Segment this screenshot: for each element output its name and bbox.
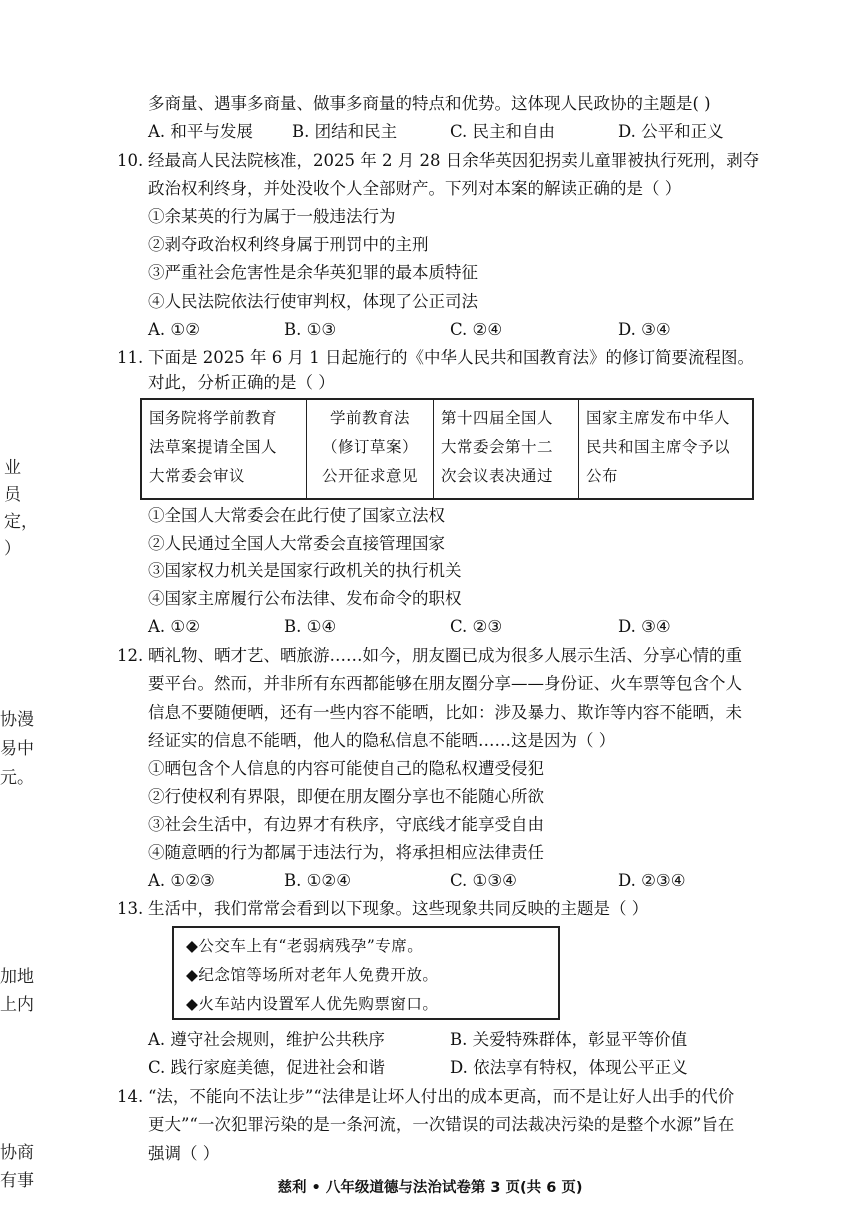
margin-fragment: 协商 bbox=[0, 1143, 34, 1163]
margin-fragment: 业 bbox=[4, 458, 21, 478]
margin-fragment: 协漫 bbox=[0, 710, 34, 730]
margin-fragment: 元。 bbox=[0, 768, 34, 788]
flow-step-4: 国家主席发布中华人 民共和国主席令予以 公布 bbox=[579, 399, 754, 499]
question-14-stem: 强调（ ） bbox=[148, 1144, 220, 1163]
question-12-item: ①晒包含个人信息的内容可能使自己的隐私权遭受侵犯 bbox=[148, 759, 544, 778]
flow-step-1: 国务院将学前教育 法草案提请全国人 大常委会审议 bbox=[141, 399, 307, 499]
question-11-item: ②人民通过全国人大常委会直接管理国家 bbox=[148, 534, 445, 553]
option-d: D. ③④ bbox=[618, 320, 671, 339]
phenomenon-item: ◆火车站内设置军人优先购票窗口。 bbox=[186, 995, 439, 1013]
margin-fragment: 易中 bbox=[0, 739, 34, 759]
option-a: A. ①② bbox=[148, 617, 200, 636]
question-10-item: ④人民法院依法行使审判权，体现了公正司法 bbox=[148, 292, 478, 311]
question-14-stem: “法，不能向不法让步”“法律是让坏人付出的成本更高，而不是让好人出手的代价 bbox=[148, 1087, 735, 1106]
question-11-stem: 下面是 2025 年 6 月 1 日起施行的《中华人民共和国教育法》的修订简要流程图。 bbox=[148, 348, 754, 367]
phenomena-box bbox=[172, 926, 560, 1020]
option-b: B. 团结和民主 bbox=[292, 122, 398, 141]
option-b: B. 关爱特殊群体，彰显平等价值 bbox=[450, 1030, 688, 1049]
phenomenon-item: ◆纪念馆等场所对老年人免费开放。 bbox=[186, 966, 439, 984]
question-12-stem: 经证实的信息不能晒，他人的隐私信息不能晒……这是因为（ ） bbox=[148, 731, 616, 750]
option-a: A. ①②③ bbox=[148, 871, 215, 890]
margin-fragment: 上内 bbox=[0, 995, 34, 1015]
question-10-item: ①余某英的行为属于一般违法行为 bbox=[148, 207, 396, 226]
option-a: A. 遵守社会规则，维护公共秩序 bbox=[148, 1030, 385, 1049]
option-b: B. ①③ bbox=[284, 320, 337, 339]
page-footer: 慈利 • 八年级道德与法治试卷第 3 页(共 6 页) bbox=[277, 1180, 583, 1196]
question-12-item: ④随意晒的行为都属于违法行为，将承担相应法律责任 bbox=[148, 843, 544, 862]
option-d: D. ②③④ bbox=[618, 871, 686, 890]
phenomenon-item: ◆公交车上有“老弱病残孕”专席。 bbox=[186, 937, 424, 955]
option-a: A. ①② bbox=[148, 320, 200, 339]
question-11-number: 11. bbox=[117, 348, 144, 367]
option-d: D. 依法享有特权，体现公平正义 bbox=[450, 1058, 688, 1077]
option-b: B. ①④ bbox=[284, 617, 337, 636]
question-9-continuation: 多商量、遇事多商量、做事多商量的特点和优势。这体现人民政协的主题是( ) bbox=[148, 94, 711, 113]
option-b: B. ①②④ bbox=[284, 871, 351, 890]
question-10-stem: 政治权利终身，并处没收个人全部财产。下列对本案的解读正确的是（ ） bbox=[148, 179, 682, 198]
margin-fragment: ） bbox=[4, 539, 21, 559]
option-a: A. 和平与发展 bbox=[148, 122, 253, 141]
option-c: C. 民主和自由 bbox=[450, 122, 556, 141]
question-11-item: ①全国人大常委会在此行使了国家立法权 bbox=[148, 506, 445, 525]
legislation-flowchart bbox=[140, 398, 754, 500]
question-12-number: 12. bbox=[117, 646, 144, 665]
flow-step-3: 第十四届全国人 大常委会第十二 次会议表决通过 bbox=[434, 399, 579, 499]
question-10-stem: 经最高人民法院核准，2025 年 2 月 28 日余华英因犯拐卖儿童罪被执行死刑，剥夺 bbox=[148, 151, 760, 170]
option-c: C. ①③④ bbox=[450, 871, 517, 890]
option-d: D. 公平和正义 bbox=[618, 122, 724, 141]
question-11-stem: 对此，分析正确的是（ ） bbox=[148, 373, 335, 392]
margin-fragment: 员 bbox=[4, 485, 21, 505]
option-c: C. ②③ bbox=[450, 617, 503, 636]
question-12-stem: 信息不要随便晒，还有一些内容不能晒，比如：涉及暴力、欺诈等内容不能晒，未 bbox=[148, 703, 742, 722]
flow-step-2: 学前教育法 （修订草案） 公开征求意见 bbox=[307, 399, 434, 499]
margin-fragment: 加地 bbox=[0, 967, 34, 987]
margin-fragment: 有事 bbox=[0, 1171, 34, 1191]
margin-fragment: 定， bbox=[4, 512, 38, 532]
option-c: C. 践行家庭美德，促进社会和谐 bbox=[148, 1058, 386, 1077]
question-12-stem: 要平台。然而，并非所有东西都能够在朋友圈分享——身份证、火车票等包含个人 bbox=[148, 674, 742, 693]
option-c: C. ②④ bbox=[450, 320, 503, 339]
question-14-number: 14. bbox=[117, 1087, 144, 1106]
option-d: D. ③④ bbox=[618, 617, 671, 636]
question-10-item: ②剥夺政治权利终身属于刑罚中的主刑 bbox=[148, 235, 429, 254]
question-13-stem: 生活中，我们常常会看到以下现象。这些现象共同反映的主题是（ ） bbox=[148, 899, 649, 918]
question-12-stem: 晒礼物、晒才艺、晒旅游……如今，朋友圈已成为很多人展示生活、分享心情的重 bbox=[148, 646, 742, 665]
question-13-number: 13. bbox=[117, 899, 144, 918]
question-12-item: ③社会生活中，有边界才有秩序，守底线才能享受自由 bbox=[148, 815, 544, 834]
question-10-number: 10. bbox=[117, 151, 144, 170]
question-10-item: ③严重社会危害性是余华英犯罪的最本质特征 bbox=[148, 263, 478, 282]
question-11-item: ③国家权力机关是国家行政机关的执行机关 bbox=[148, 561, 462, 580]
question-14-stem: 更大”“一次犯罪污染的是一条河流，一次错误的司法裁决污染的是整个水源”旨在 bbox=[148, 1115, 735, 1134]
question-12-item: ②行使权利有界限，即便在朋友圈分享也不能随心所欲 bbox=[148, 787, 544, 806]
question-11-item: ④国家主席履行公布法律、发布命令的职权 bbox=[148, 589, 462, 608]
